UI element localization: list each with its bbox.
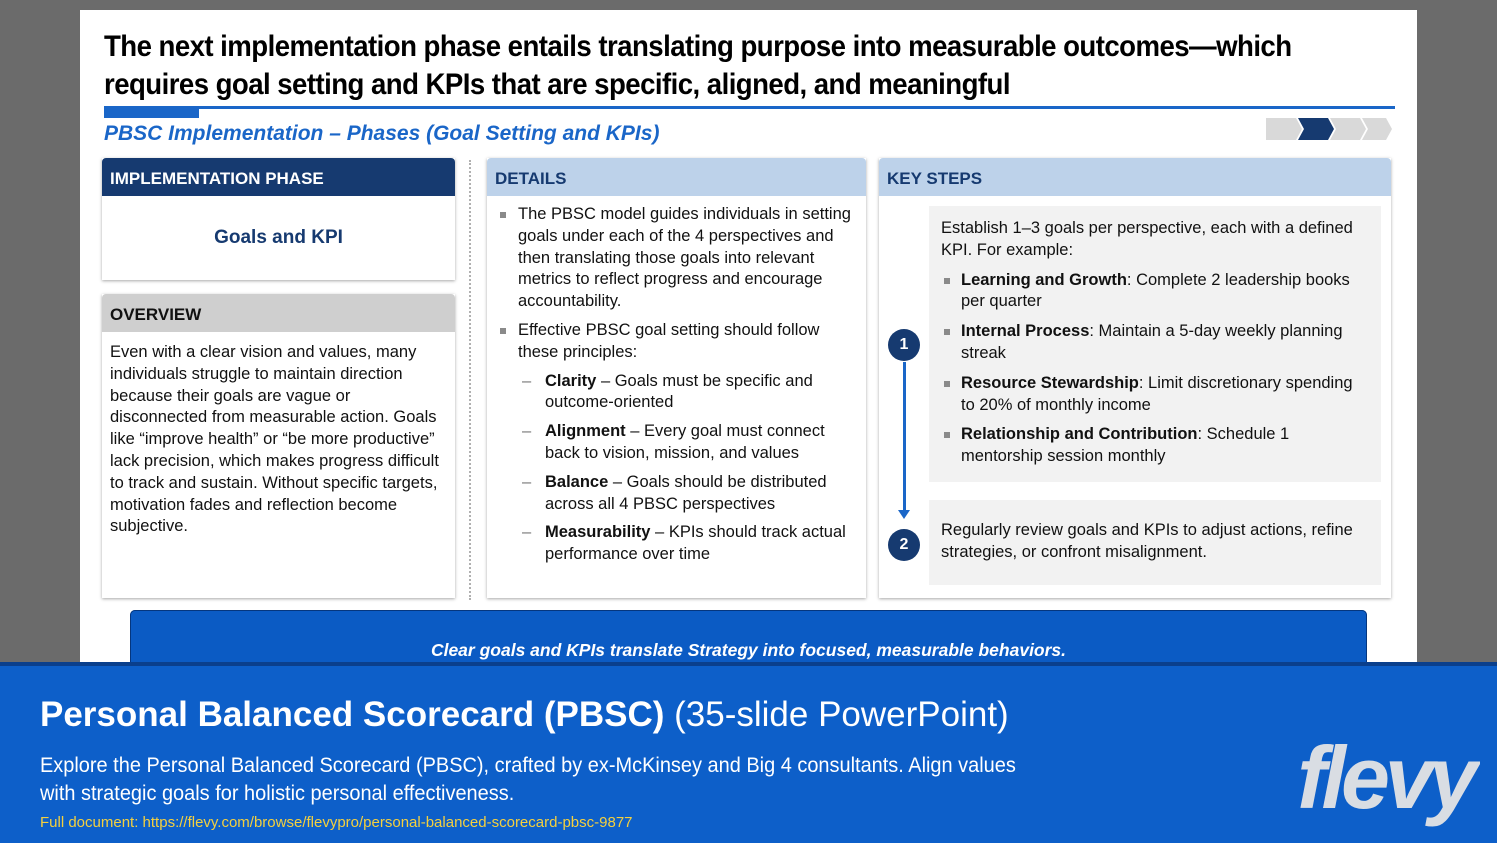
principle-text: – Goals should be distributed across all 4 PBSC perspectives <box>545 472 827 513</box>
details-header: DETAILS <box>487 158 866 196</box>
kpi-example-text: : Complete 2 leadership books per quarter <box>961 270 1350 311</box>
overview-header: OVERVIEW <box>102 294 455 332</box>
key-steps-header: KEY STEPS <box>879 158 1391 196</box>
step-connector-arrow-icon <box>898 510 910 519</box>
step-connector-line <box>903 362 906 512</box>
slide <box>80 10 1417 670</box>
kpi-example-text: : Limit discretionary spending to 20% of monthly income <box>961 373 1353 414</box>
slide-subtitle: PBSC Implementation – Phases (Goal Setting and KPIs) <box>104 122 660 145</box>
details-body <box>487 196 866 598</box>
principle-term: Measurability <box>545 523 651 542</box>
kpi-example <box>941 270 1369 314</box>
chevron-step-3 <box>1330 118 1366 140</box>
flevy-logo-text: flevy <box>1297 730 1473 827</box>
principle-text: – KPIs should track actual performance over time <box>545 523 846 564</box>
chevron-step-1 <box>1266 118 1302 140</box>
principle-item <box>497 371 856 415</box>
chevron-step-2-active <box>1298 118 1334 140</box>
key-steps-panel <box>879 158 1391 598</box>
details-panel <box>487 158 866 598</box>
principle-term: Clarity <box>545 371 597 390</box>
principle-term: Alignment <box>545 422 626 441</box>
implementation-phase-panel <box>102 158 455 280</box>
step-1-box <box>929 206 1381 482</box>
principle-item <box>497 472 856 516</box>
step-number-badge: 1 <box>888 329 920 361</box>
details-bullet: Effective PBSC goal setting should follow these principles: <box>497 320 856 364</box>
document-description: Explore the Personal Balanced Scorecard (PBSC), crafted by ex-McKinsey and Big 4 consultants. Align values with strategic goals for holistic personal effectiveness. <box>40 754 1016 805</box>
kpi-example <box>941 424 1369 468</box>
chevron-step-4 <box>1362 118 1392 140</box>
promo-footer <box>0 662 1497 843</box>
details-bullet: The PBSC model guides individuals in setting goals under each of the 4 perspectives and then translating those goals into relevant metrics to reflect progress and encourage accountability. <box>497 204 856 313</box>
document-title-bold: Personal Balanced Scorecard (PBSC) <box>40 695 665 734</box>
principle-term: Balance <box>545 472 609 491</box>
principle-text: – Every goal must connect back to vision, mission, and values <box>545 422 825 462</box>
step-2-box: Regularly review goals and KPIs to adjust actions, refine strategies, or confront misalignment. <box>929 500 1381 585</box>
principle-item <box>497 421 856 465</box>
headline-line-1: The next implementation phase entails translating purpose into measurable outcomes—which <box>104 30 1292 63</box>
principle-text: – Goals must be specific and outcome-oriented <box>545 371 813 412</box>
step-1-intro: Establish 1–3 goals per perspective, each with a defined KPI. For example: <box>941 219 1353 259</box>
implementation-phase-header: IMPLEMENTATION PHASE <box>102 158 455 196</box>
phase-progress-chevrons <box>1266 118 1392 140</box>
document-link[interactable]: Full document: https://flevy.com/browse/flevypro/personal-balanced-scorecard-pbsc-9877 <box>40 814 633 831</box>
column-divider <box>469 160 471 600</box>
key-steps-body <box>879 196 1391 598</box>
kpi-example-text: : Maintain a 5-day weekly planning streak <box>961 322 1343 362</box>
document-title-format: (35-slide PowerPoint) <box>664 695 1009 734</box>
kpi-example-term: Resource Stewardship <box>961 373 1139 392</box>
step-number-badge: 2 <box>888 529 920 561</box>
kpi-example-term: Relationship and Contribution <box>961 425 1198 444</box>
takeaway-text: Clear goals and KPIs translate Strategy into focused, measurable behaviors. <box>430 640 1067 660</box>
kpi-example-text: : Schedule 1 mentorship session monthly <box>961 425 1290 466</box>
headline-rule <box>104 106 1395 109</box>
headline-line-2: requires goal setting and KPIs that are specific, aligned, and meaningful <box>104 68 1010 101</box>
overview-panel <box>102 294 455 598</box>
principle-item <box>497 522 856 566</box>
document-title <box>40 695 1009 735</box>
kpi-example-term: Learning and Growth <box>961 270 1127 289</box>
phase-name: Goals and KPI <box>214 227 343 248</box>
slide-headline <box>104 28 1291 104</box>
overview-text: Even with a clear vision and values, many individuals struggle to maintain direction because their goals are vague or disconnected from measurable action. Goals like “improve health” or “be more productive” lack precision, which makes progress difficult to track and sustain. Without specific targets, motivation fades and reflection become subjective. <box>110 343 439 536</box>
kpi-example <box>941 321 1369 365</box>
kpi-example-term: Internal Process <box>961 322 1090 341</box>
kpi-example <box>941 373 1369 417</box>
flevy-logo[interactable] <box>1290 730 1480 830</box>
headline-rule-tab <box>104 109 199 118</box>
